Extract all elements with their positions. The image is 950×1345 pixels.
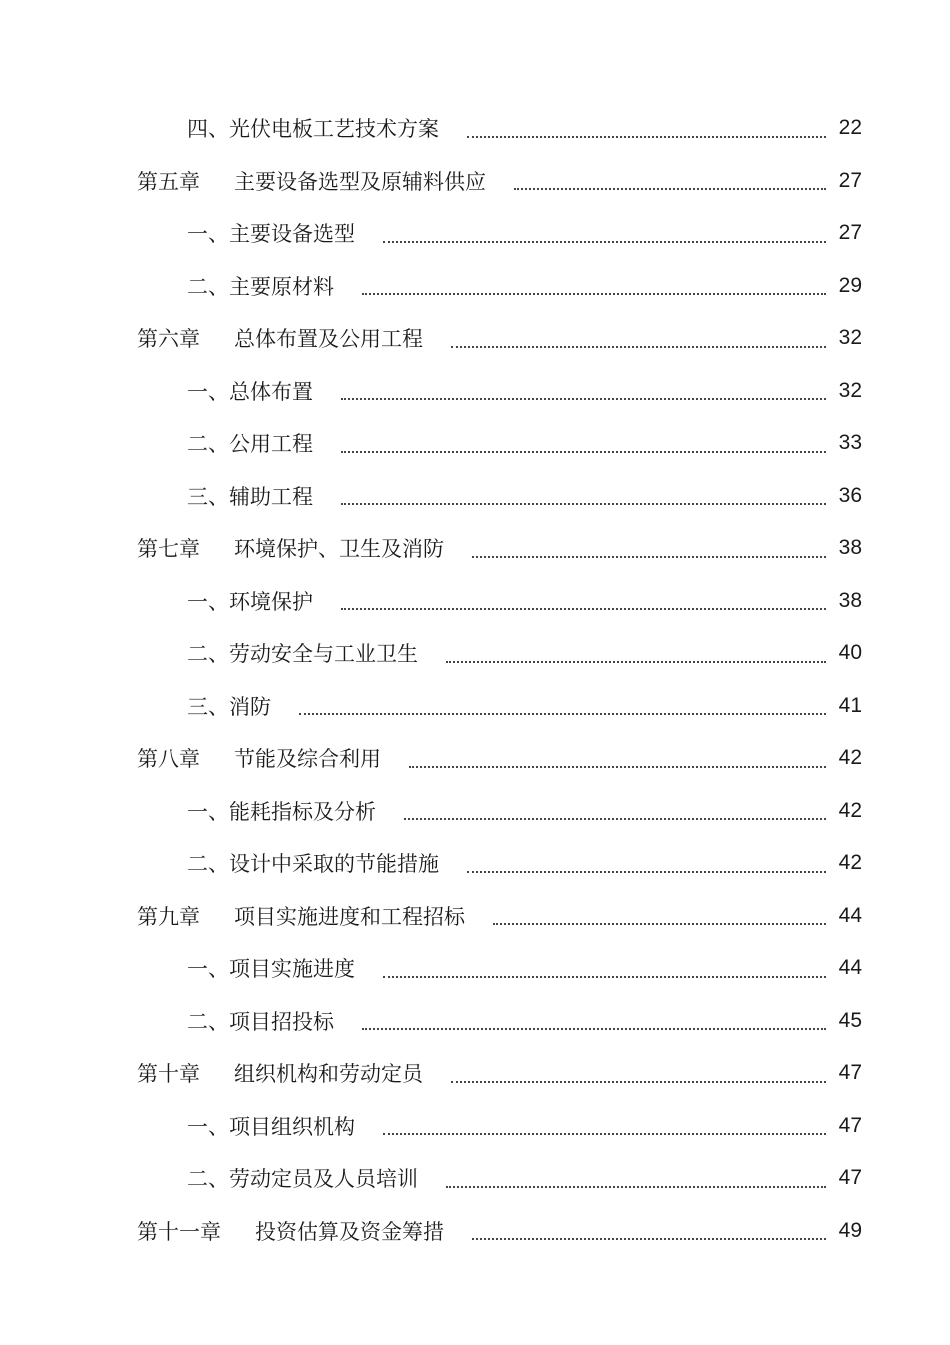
toc-entry-title: 一、环境保护 <box>187 589 313 614</box>
dot-leader <box>341 587 826 610</box>
dot-leader <box>467 850 826 873</box>
toc-entry-heading <box>0 166 486 196</box>
toc-entry-heading <box>0 901 465 931</box>
toc-entry-title: 一、项目实施进度 <box>187 957 355 982</box>
toc-entry-heading <box>0 1058 423 1088</box>
toc-chapter-entry[interactable] <box>0 1205 950 1258</box>
dot-leader <box>467 115 826 138</box>
toc-entry-title: 项目实施进度和工程招标 <box>234 904 465 929</box>
toc-chapter-entry[interactable] <box>0 1047 950 1100</box>
toc-entry-title: 四、光伏电板工艺技术方案 <box>187 117 439 142</box>
toc-page-number: 33 <box>838 431 862 455</box>
dot-leader <box>493 902 826 925</box>
toc-chapter-entry[interactable] <box>0 312 950 365</box>
toc-page-number: 42 <box>838 851 862 875</box>
toc-entry-title: 三、消防 <box>187 694 271 719</box>
toc-entry-heading <box>0 323 423 353</box>
toc-chapter-entry[interactable] <box>0 732 950 785</box>
toc-chapter-number: 第九章 <box>137 904 200 929</box>
toc-section-entry[interactable] <box>0 470 950 523</box>
toc-section-entry[interactable] <box>0 575 950 628</box>
toc-section-entry[interactable] <box>0 1152 950 1205</box>
toc-page-number: 44 <box>838 956 862 980</box>
toc-chapter-number: 第五章 <box>137 169 200 194</box>
toc-page-number: 44 <box>838 903 862 927</box>
toc-entry-heading <box>0 218 355 248</box>
dot-leader <box>446 640 826 663</box>
dot-leader <box>299 692 826 715</box>
toc-chapter-number: 第十章 <box>137 1062 200 1087</box>
toc-page-number: 42 <box>838 798 862 822</box>
toc-entry-title: 环境保护、卫生及消防 <box>234 537 444 562</box>
dot-leader <box>341 377 826 400</box>
toc-entry-heading <box>0 1111 355 1141</box>
toc-entry-title: 二、主要原材料 <box>187 274 334 299</box>
toc-entry-title: 二、公用工程 <box>187 432 313 457</box>
dot-leader <box>451 1060 826 1083</box>
toc-entry-heading <box>0 586 313 616</box>
toc-chapter-number: 第八章 <box>137 747 200 772</box>
toc-chapter-number: 第七章 <box>137 537 200 562</box>
toc-entry-heading <box>0 1216 444 1246</box>
dot-leader <box>472 535 826 558</box>
table-of-contents <box>0 102 950 1257</box>
dot-leader <box>383 1112 826 1135</box>
toc-page-number: 32 <box>838 378 862 402</box>
toc-entry-heading <box>0 638 418 668</box>
toc-entry-title: 一、主要设备选型 <box>187 222 355 247</box>
toc-page-number: 29 <box>838 273 862 297</box>
dot-leader <box>362 1007 826 1030</box>
toc-page-number: 38 <box>838 536 862 560</box>
toc-chapter-entry[interactable] <box>0 890 950 943</box>
toc-page-number: 36 <box>838 483 862 507</box>
toc-entry-title: 二、项目招投标 <box>187 1009 334 1034</box>
toc-chapter-number: 第六章 <box>137 327 200 352</box>
toc-entry-title: 节能及综合利用 <box>234 747 381 772</box>
toc-entry-title: 二、劳动安全与工业卫生 <box>187 642 418 667</box>
toc-section-entry[interactable] <box>0 837 950 890</box>
dot-leader <box>514 167 826 190</box>
toc-page-number: 47 <box>838 1166 862 1190</box>
toc-entry-heading <box>0 691 271 721</box>
toc-page-number: 22 <box>838 116 862 140</box>
dot-leader <box>451 325 826 348</box>
toc-entry-title: 一、总体布置 <box>187 379 313 404</box>
toc-page-number: 47 <box>838 1113 862 1137</box>
toc-page-number: 47 <box>838 1061 862 1085</box>
toc-entry-title: 二、设计中采取的节能措施 <box>187 852 439 877</box>
toc-section-entry[interactable] <box>0 1100 950 1153</box>
dot-leader <box>383 955 826 978</box>
toc-entry-heading <box>0 1006 334 1036</box>
toc-entry-heading <box>0 271 334 301</box>
toc-page-number: 27 <box>838 168 862 192</box>
dot-leader <box>383 220 826 243</box>
toc-section-entry[interactable] <box>0 102 950 155</box>
dot-leader <box>472 1217 826 1240</box>
toc-entry-heading <box>0 1163 418 1193</box>
toc-page-number: 32 <box>838 326 862 350</box>
toc-section-entry[interactable] <box>0 942 950 995</box>
toc-page-number: 45 <box>838 1008 862 1032</box>
toc-entry-title: 主要设备选型及原辅料供应 <box>234 169 486 194</box>
toc-entry-heading <box>0 796 376 826</box>
toc-entry-heading <box>0 428 313 458</box>
toc-entry-title: 组织机构和劳动定员 <box>234 1062 423 1087</box>
toc-page-number: 41 <box>838 693 862 717</box>
dot-leader <box>341 482 826 505</box>
toc-page-number: 42 <box>838 746 862 770</box>
toc-entry-heading <box>0 533 444 563</box>
toc-chapter-entry[interactable] <box>0 522 950 575</box>
toc-entry-title: 二、劳动定员及人员培训 <box>187 1167 418 1192</box>
toc-entry-heading <box>0 953 355 983</box>
toc-chapter-entry[interactable] <box>0 155 950 208</box>
dot-leader <box>341 430 826 453</box>
toc-section-entry[interactable] <box>0 260 950 313</box>
toc-section-entry[interactable] <box>0 207 950 260</box>
toc-entry-heading <box>0 113 439 143</box>
toc-chapter-number: 第十一章 <box>137 1219 221 1244</box>
dot-leader <box>446 1165 826 1188</box>
toc-entry-heading <box>0 376 313 406</box>
toc-section-entry[interactable] <box>0 785 950 838</box>
toc-entry-title: 总体布置及公用工程 <box>234 327 423 352</box>
toc-entry-heading <box>0 743 381 773</box>
toc-section-entry[interactable] <box>0 680 950 733</box>
dot-leader <box>409 745 826 768</box>
toc-section-entry[interactable] <box>0 365 950 418</box>
toc-entry-heading <box>0 481 313 511</box>
dot-leader <box>362 272 826 295</box>
toc-entry-heading <box>0 848 439 878</box>
toc-entry-title: 一、能耗指标及分析 <box>187 799 376 824</box>
toc-entry-title: 一、项目组织机构 <box>187 1114 355 1139</box>
toc-section-entry[interactable] <box>0 627 950 680</box>
toc-page-number: 40 <box>838 641 862 665</box>
toc-page-number: 49 <box>838 1218 862 1242</box>
toc-page-number: 27 <box>838 221 862 245</box>
toc-entry-title: 投资估算及资金筹措 <box>255 1219 444 1244</box>
toc-entry-title: 三、辅助工程 <box>187 484 313 509</box>
toc-page-number: 38 <box>838 588 862 612</box>
toc-section-entry[interactable] <box>0 417 950 470</box>
toc-section-entry[interactable] <box>0 995 950 1048</box>
dot-leader <box>404 797 826 820</box>
